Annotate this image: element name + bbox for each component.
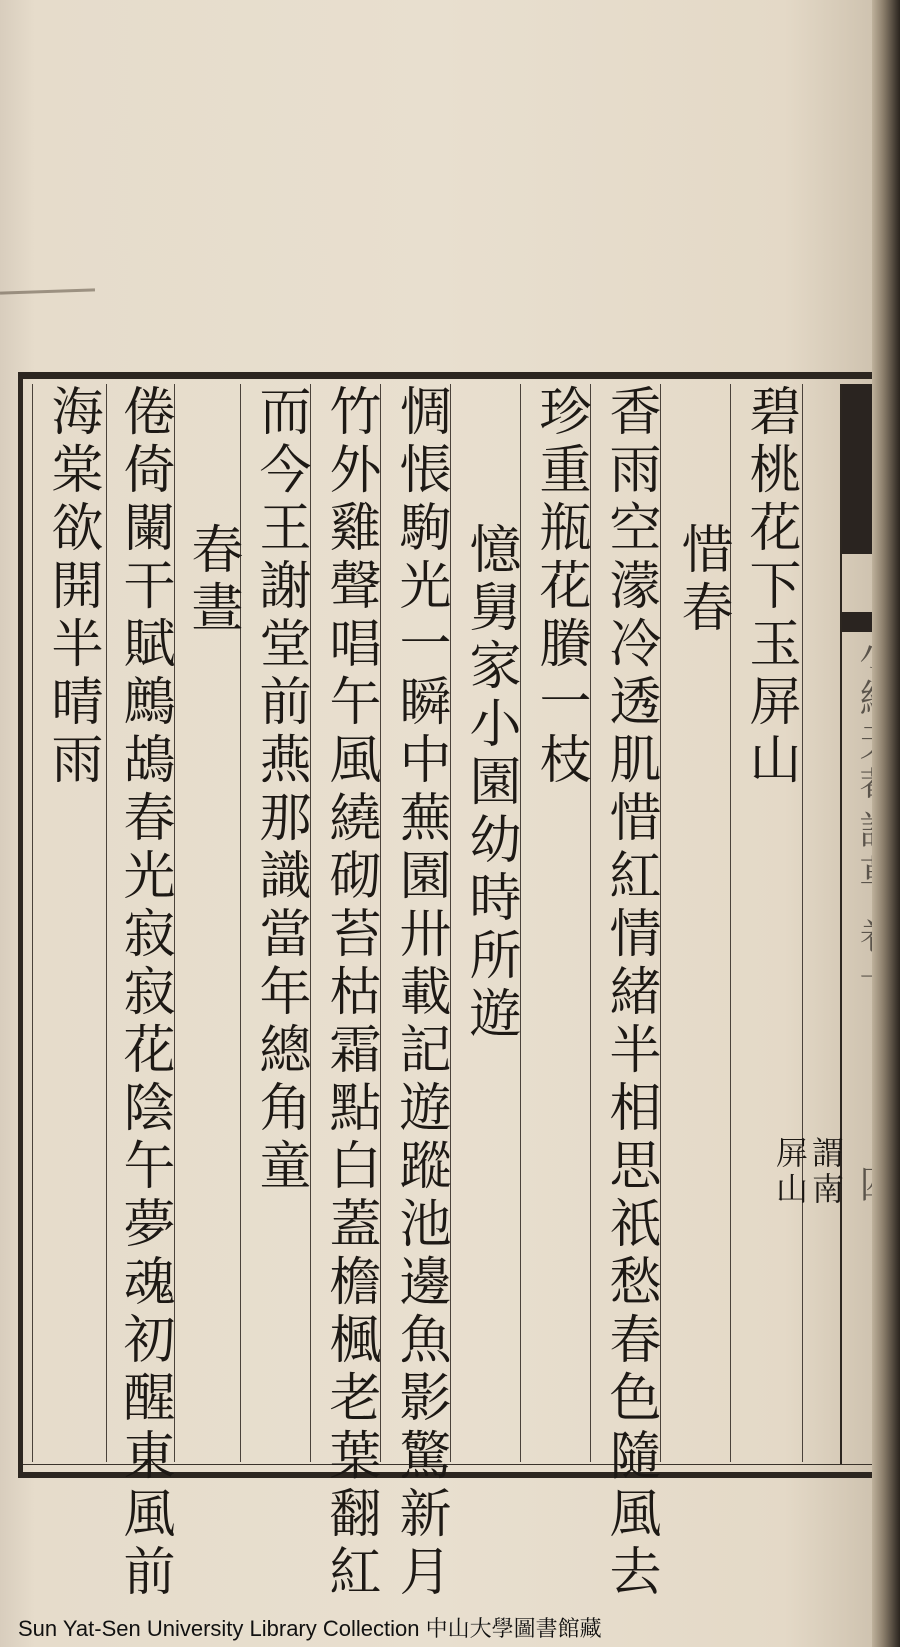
frame-top-rule [18,372,872,379]
column-divider [450,384,451,1462]
text-column-1: 碧桃花下玉屏山 [740,384,800,790]
note-column-1: 謂南 [807,1136,845,1208]
text-column-4: 珍重瓶花賸一枝 [530,384,590,790]
frame-left-rule [18,372,23,1478]
column-divider [802,384,803,1462]
column-divider [660,384,661,1462]
interlinear-note [771,1136,851,1236]
text-column-7: 竹外雞聲唱午風繞砌苔枯霜點白蓋檐楓老葉翻紅 [320,384,380,1602]
column-divider [32,384,33,1462]
paper-stain [0,288,95,294]
text-column-10: 倦倚闌干賦鷓鴣春光寂寂花陰午夢魂初醒東風前 [114,384,174,1602]
column-divider [174,384,175,1462]
library-credit: Sun Yat-Sen University Library Collection 中山大學圖書館藏 [18,1616,602,1641]
poem-title-chunzhou: 春晝 [182,522,242,638]
note-column-2: 屏山 [771,1136,809,1208]
column-divider [590,384,591,1462]
column-divider [520,384,521,1462]
column-divider [380,384,381,1462]
text-column-3: 香雨空濛冷透肌惜紅情緒半相思祇愁春色隨風去 [600,384,660,1602]
text-column-8: 而今王謝堂前燕那識當年總角童 [250,384,310,1196]
poem-title-xichun: 惜春 [672,522,732,638]
text-column-6: 惆悵駒光一瞬中蕪園卅載記遊蹤池邊魚影驚新月 [390,384,450,1602]
column-divider [310,384,311,1462]
text-frame [18,372,872,1602]
poem-title-jiujia: 憶舅家小園幼時所遊 [460,522,520,1044]
page-edge [872,0,900,1647]
text-column-11: 海棠欲開半晴雨 [42,384,102,790]
column-divider [106,384,107,1462]
